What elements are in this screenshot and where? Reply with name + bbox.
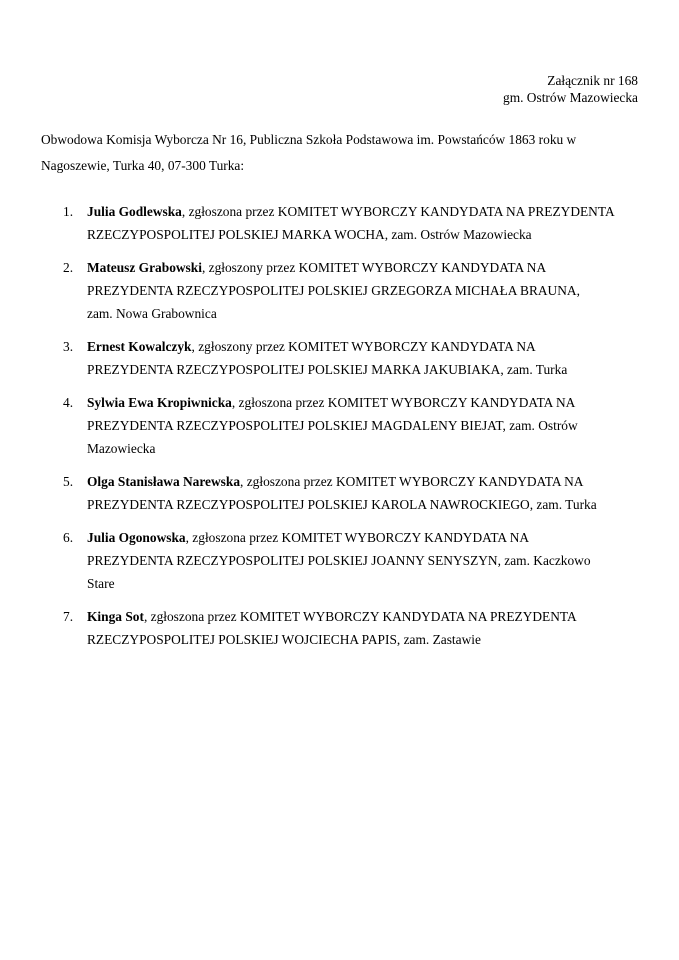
item-number: 5. xyxy=(63,474,74,489)
list-item xyxy=(0,605,679,651)
list-item xyxy=(0,391,679,460)
member-name: Julia Ogonowska xyxy=(87,530,186,545)
members-list xyxy=(0,200,679,661)
item-number: 7. xyxy=(63,609,74,624)
list-item xyxy=(0,470,679,516)
commission-description xyxy=(41,127,641,179)
member-line-b: PREZYDENTA RZECZYPOSPOLITEJ POLSKIEJ JOANNY SENYSZYN, zam. Kaczkowo xyxy=(87,553,591,568)
member-line-b: RZECZYPOSPOLITEJ POLSKIEJ MARKA WOCHA, zam. Ostrów Mazowiecka xyxy=(87,227,532,242)
commission-line-1: Obwodowa Komisja Wyborcza Nr 16, Publiczna Szkoła Podstawowa im. Powstańców 1863 roku w xyxy=(41,132,577,147)
item-number: 1. xyxy=(63,204,74,219)
member-line-c: Mazowiecka xyxy=(87,441,156,456)
item-number: 2. xyxy=(63,260,74,275)
municipality: gm. Ostrów Mazowiecka xyxy=(503,90,638,105)
member-line-b: PREZYDENTA RZECZYPOSPOLITEJ POLSKIEJ KAROLA NAWROCKIEGO, zam. Turka xyxy=(87,497,597,512)
member-line-b: PREZYDENTA RZECZYPOSPOLITEJ POLSKIEJ MAGDALENY BIEJAT, zam. Ostrów xyxy=(87,418,578,433)
member-line-c: zam. Nowa Grabownica xyxy=(87,306,217,321)
member-line-a: , zgłoszona przez KOMITET WYBORCZY KANDYDATA NA PREZYDENTA xyxy=(181,204,615,219)
member-line-b: PREZYDENTA RZECZYPOSPOLITEJ POLSKIEJ MARKA JAKUBIAKA, zam. Turka xyxy=(87,362,568,377)
member-name: Ernest Kowalczyk xyxy=(87,339,192,354)
member-line-a: , zgłoszona przez KOMITET WYBORCZY KANDYDATA NA PREZYDENTA xyxy=(143,609,577,624)
member-name: Kinga Sot xyxy=(87,609,144,624)
attachment-number: Załącznik nr 168 xyxy=(547,73,638,88)
member-name: Mateusz Grabowski xyxy=(87,260,202,275)
member-line-c: Stare xyxy=(87,576,115,591)
member-line-a: , zgłoszona przez KOMITET WYBORCZY KANDYDATA NA xyxy=(231,395,576,410)
member-line-a: , zgłoszona przez KOMITET WYBORCZY KANDYDATA NA xyxy=(240,474,584,489)
member-line-a: , zgłoszony przez KOMITET WYBORCZY KANDYDATA NA xyxy=(191,339,536,354)
member-name: Olga Stanisława Narewska xyxy=(87,474,241,489)
list-item xyxy=(0,335,679,381)
attachment-header xyxy=(503,72,638,106)
list-item xyxy=(0,256,679,325)
member-line-a: , zgłoszony przez KOMITET WYBORCZY KANDYDATA NA xyxy=(201,260,547,275)
list-item xyxy=(0,200,679,246)
item-number: 6. xyxy=(63,530,74,545)
commission-line-2: Nagoszewie, Turka 40, 07-300 Turka: xyxy=(41,158,245,173)
item-number: 3. xyxy=(63,339,74,354)
list-item xyxy=(0,526,679,595)
member-name: Julia Godlewska xyxy=(87,204,182,219)
member-line-b: PREZYDENTA RZECZYPOSPOLITEJ POLSKIEJ GRZEGORZA MICHAŁA BRAUNA, xyxy=(87,283,580,298)
member-line-b: RZECZYPOSPOLITEJ POLSKIEJ WOJCIECHA PAPIS, zam. Zastawie xyxy=(87,632,481,647)
member-name: Sylwia Ewa Kropiwnicka xyxy=(87,395,232,410)
member-line-a: , zgłoszona przez KOMITET WYBORCZY KANDYDATA NA xyxy=(185,530,530,545)
item-number: 4. xyxy=(63,395,74,410)
